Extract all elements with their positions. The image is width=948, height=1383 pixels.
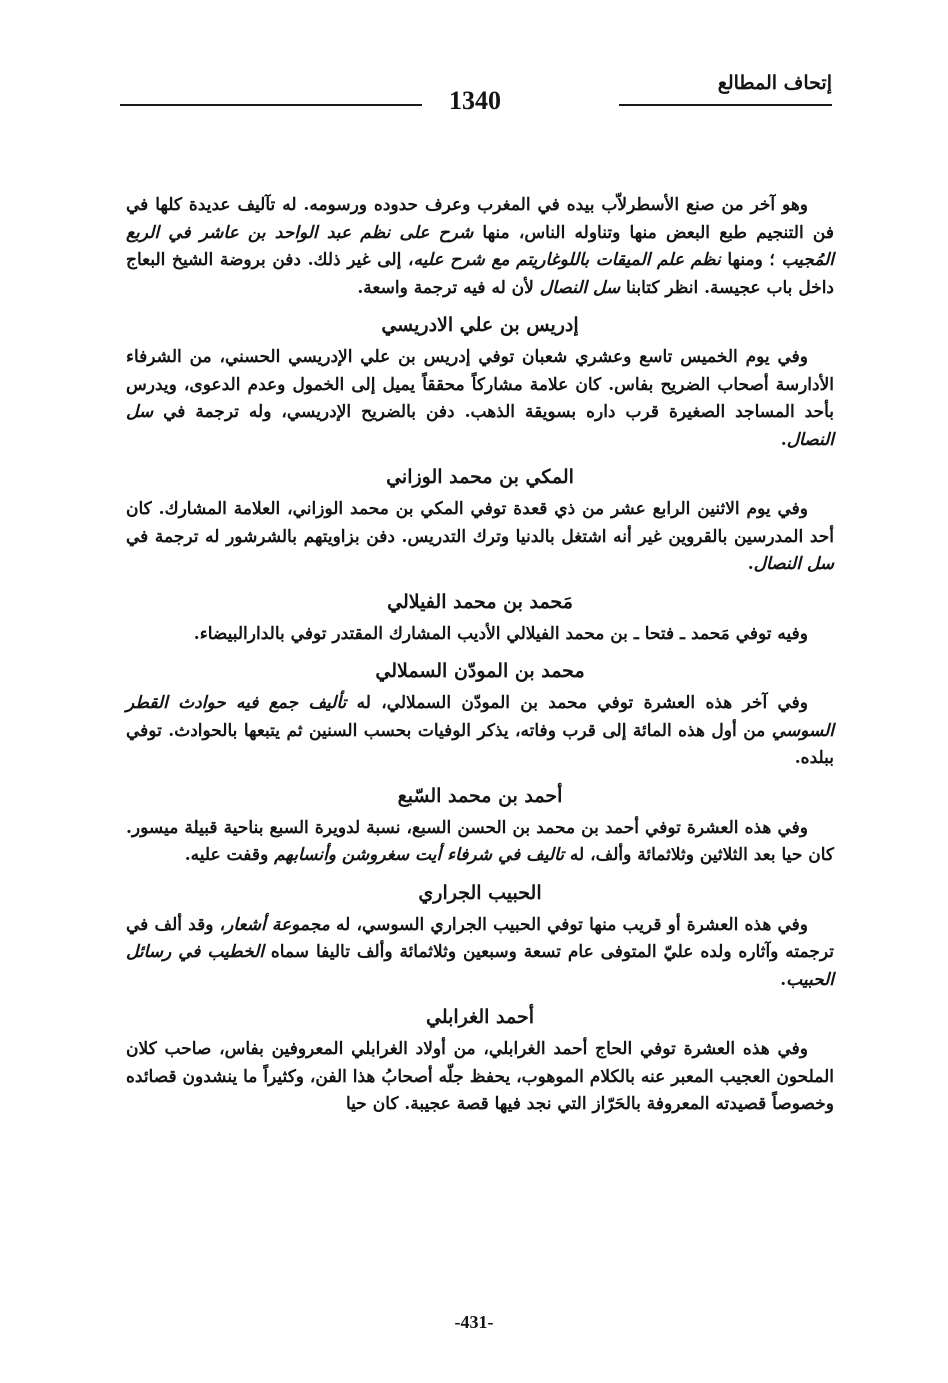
book-title-reference: نظم علم الميقات باللوغاريتم مع شرح عليه	[413, 250, 721, 270]
entry-paragraph	[126, 344, 834, 454]
book-title-reference: الخطيب في رسائل الحبيب	[126, 942, 834, 990]
text-run: وفي آخر هذه العشرة توفي محمد بن المودّن السملالي، له	[346, 693, 808, 713]
entry-paragraph	[126, 192, 834, 302]
entry-paragraph	[126, 496, 834, 579]
text-run: وفيه توفي مَحمد ـ فتحا ـ بن محمد الفيلالي الأديب المشارك المقتدر توفي بالدارالبيضاء.	[193, 623, 808, 644]
entry-heading: أحمد الغرابلي	[425, 1006, 534, 1028]
entry-heading: أحمد بن محمد السّبع	[397, 784, 563, 807]
book-title-reference: مجموعة أشعار	[225, 914, 330, 935]
entry-paragraph	[126, 912, 834, 995]
text-run: من أول هذه المائة إلى قرب وفاته، يذكر الوفيات بحسب السنين ثم يتبعها بالحوادث. توفي ببلده.	[126, 720, 834, 768]
text-run: وقفت عليه.	[184, 845, 275, 865]
header-rule-right	[619, 104, 832, 106]
text-run: وفي هذه العشرة أو قريب منها توفي الحبيب الجراري السوسي، له	[329, 914, 808, 935]
book-title-reference: شرح على نظم عبد الواحد بن عاشر في الربع المُجيب	[126, 222, 834, 270]
year-heading: 1340	[449, 86, 501, 115]
text-run: وفي هذه العشرة توفي أحمد بن محمد بن الحسن السبع، نسبة لدويرة السبع بناحية قبيلة ميسور. كان حيا بعد الثلاثين وثلاثمائة وألف، له	[126, 817, 834, 865]
entry-heading: المكي بن محمد الوزاني	[386, 466, 574, 488]
text-run: وفي يوم الاثنين الرابع عشر من ذي قعدة توفي المكي بن محمد الوزاني، العلامة المشارك. كان أحد المدرسين بالقروين غير أنه اشتغل بالدنيا وترك التدريس. دفن بزاويتهم بالشرشور له ترجمة في	[126, 499, 834, 547]
entry-paragraph	[126, 621, 834, 649]
header-rule-left	[120, 104, 422, 106]
text-run: ، وقد ألف في ترجمته وآثاره ولده عليّ المتوفى عام تسعة وسبعين وثلاثمائة وألف تاليفا سماه	[126, 914, 834, 962]
running-header	[120, 64, 832, 124]
entry-paragraph	[126, 1036, 834, 1119]
text-run: ، إلى غير ذلك. دفن بروضة الشيخ البعاج داخل باب عجيسة. انظر كتابنا	[126, 250, 834, 298]
book-title-reference: سل النصال	[753, 554, 834, 574]
page-number: -431-	[454, 1312, 494, 1332]
text-run: .	[780, 969, 787, 990]
page-body	[126, 192, 834, 1119]
entry-paragraph	[126, 690, 834, 773]
book-title-reference: سل النصال	[539, 277, 621, 298]
entry-heading: إدريس بن علي الادريسي	[381, 314, 579, 336]
entry-heading: محمد بن المودّن السملالي	[375, 660, 585, 682]
text-run: وفي يوم الخميس تاسع وعشري شعبان توفي إدريس بن علي الإدريسي الحسني، من الشرفاء الأدارسة أصحاب الضريح بفاس. كان علامة مشاركاً محققاً يميل إلى الخمول وعدم الدعوى، ويدرس بأحد المساجد الصغيرة قرب داره بسويقة الذهب. دفن بالضريح الإدريسي، وله ترجمة في	[126, 347, 834, 422]
book-title-reference: سل النصال	[126, 402, 834, 450]
text-run: وفي هذه العشرة توفي الحاج أحمد الغرابلي، من أولاد الغرابلي المعروفين بفاس، صاحب كلان الملحون العجيب المعبر عنه بالكلام الموهوب، يحفظ جلّه أصحابُ هذا الفن، وكثيراً ما ينشدون قصائده وخصوصاً قصيدته المعروفة بالحَرّاز التي نجد فيها قصة عجيبة. كان حيا	[126, 1039, 834, 1114]
entry-paragraph	[126, 815, 834, 870]
entry-heading: مَحمد بن محمد الفيلالي	[387, 590, 573, 613]
text-run: ؛ ومنها	[720, 250, 782, 270]
book-title-reference: تأليف جمع فيه حوادث القطر السوسي	[126, 693, 834, 741]
entry-heading: الحبيب الجراري	[418, 881, 542, 904]
text-run: لأن له فيه ترجمة واسعة.	[357, 277, 540, 298]
book-title: إتحاف المطالع	[717, 72, 832, 94]
text-run: .	[780, 429, 787, 450]
book-title-reference: تاليف في شرفاء أيت سغروشن وأنسابهم	[274, 845, 564, 865]
text-run: .	[747, 554, 754, 574]
text-run: وهو آخر من صنع الأسطرلاّب بيده في المغرب وعرف حدوده ورسومه. له تآليف عديدة كلها في فن التنجيم طبع البعض منها وتناوله الناس، منها	[126, 195, 834, 243]
